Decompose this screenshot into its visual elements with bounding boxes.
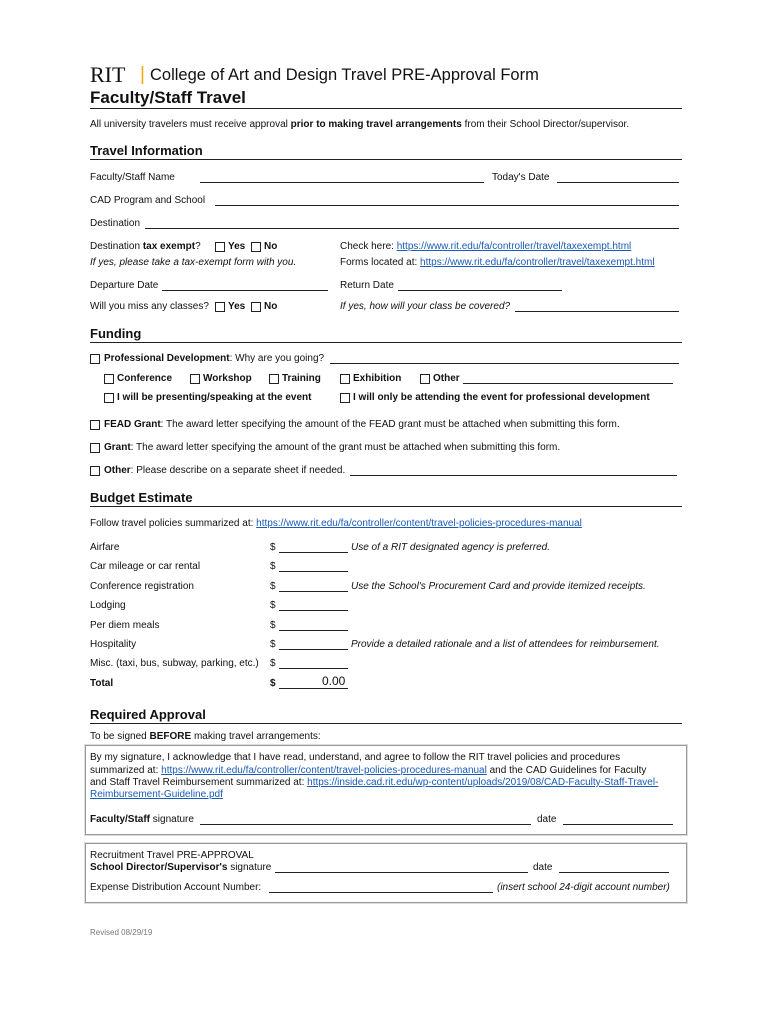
- budget-item-label: Lodging: [90, 600, 126, 611]
- budget-item-label: Airfare: [90, 542, 120, 553]
- total-value: 0.00: [322, 674, 346, 688]
- name-field[interactable]: [200, 182, 484, 183]
- faculty-signature-label: Faculty/Staff signature: [90, 814, 194, 825]
- rit-logo: RIT: [90, 62, 126, 87]
- recruitment-label: Recruitment Travel PRE-APPROVAL: [90, 850, 254, 861]
- other-funding-field[interactable]: [350, 475, 677, 476]
- fead-grant-label: FEAD Grant: The award letter specifying the amount of the FEAD grant must be attached when submitting this form.: [104, 419, 620, 430]
- tax-exempt-yes-label: Yes: [228, 241, 246, 252]
- budget-rule: [90, 506, 682, 507]
- training-label: Training: [282, 373, 321, 384]
- conference-label: Conference: [117, 373, 173, 384]
- tax-exempt-yes-checkbox[interactable]: [215, 242, 225, 252]
- funding-rule: [90, 342, 682, 343]
- departure-label: Departure Date: [90, 280, 159, 291]
- forms-located-text: Forms located at: https://www.rit.edu/fa/controller/travel/taxexempt.html: [340, 257, 655, 268]
- budget-heading: Budget Estimate: [90, 490, 193, 505]
- miss-classes-yes-checkbox[interactable]: [215, 302, 225, 312]
- budget-item-label: Per diem meals: [90, 620, 160, 631]
- budget-item-dollar: $: [270, 542, 276, 553]
- tax-exempt-label: Destination tax exempt?: [90, 241, 201, 252]
- ack-policies-link[interactable]: https://www.rit.edu/fa/controller/content/travel-policies-procedures-manual: [161, 765, 487, 776]
- director-date-label: date: [533, 862, 553, 873]
- expense-account-note: (insert school 24-digit account number): [497, 882, 670, 893]
- budget-item-amount-field[interactable]: [279, 571, 348, 572]
- budget-item-label: Car mileage or car rental: [90, 561, 201, 572]
- other-funding-checkbox[interactable]: [90, 466, 100, 476]
- class-covered-label: If yes, how will your class be covered?: [340, 301, 511, 312]
- prof-dev-reason-field[interactable]: [330, 363, 679, 364]
- workshop-label: Workshop: [203, 373, 252, 384]
- prof-dev-label: Professional Development: Why are you going?: [104, 353, 325, 364]
- header-rule: [90, 108, 682, 109]
- expense-account-field[interactable]: [269, 892, 493, 893]
- check-here-link[interactable]: https://www.rit.edu/fa/controller/travel/taxexempt.html: [396, 241, 632, 252]
- faculty-signature-field[interactable]: [200, 824, 531, 825]
- budget-item-dollar: $: [270, 658, 276, 669]
- ack-line-1: By my signature, I acknowledge that I have read, understand, and agree to follow the RIT travel policies and procedures: [90, 752, 621, 763]
- budget-item-label: Hospitality: [90, 639, 137, 650]
- travel-info-heading: Travel Information: [90, 143, 203, 158]
- exhibition-label: Exhibition: [353, 373, 402, 384]
- director-date-field[interactable]: [559, 872, 669, 873]
- faculty-date-label: date: [537, 814, 557, 825]
- budget-item-amount-field[interactable]: [279, 668, 348, 669]
- budget-item-label: Conference registration: [90, 581, 194, 592]
- other-activity-checkbox[interactable]: [420, 374, 430, 384]
- departure-field[interactable]: [162, 290, 328, 291]
- presenting-label: I will be presenting/speaking at the event: [117, 392, 312, 403]
- total-label: Total: [90, 678, 114, 689]
- budget-item-amount-field[interactable]: [279, 552, 348, 553]
- total-dollar: $: [270, 678, 276, 689]
- other-activity-label: Other: [433, 373, 460, 384]
- approval-rule: [90, 723, 682, 724]
- approval-heading: Required Approval: [90, 707, 206, 722]
- presenting-checkbox[interactable]: [104, 393, 114, 403]
- other-funding-label: Other: Please describe on a separate sheet if needed.: [104, 465, 346, 476]
- director-signature-label: School Director/Supervisor's signature: [90, 862, 272, 873]
- budget-item-label: Misc. (taxi, bus, subway, parking, etc.): [90, 658, 259, 669]
- form-subtitle: Faculty/Staff Travel: [90, 88, 246, 107]
- budget-item-note: Provide a detailed rationale and a list of attendees for reimbursement.: [351, 639, 660, 650]
- cad-guideline-link[interactable]: https://inside.cad.rit.edu/wp-content/uploads/2019/08/CAD-Faculty-Staff-Travel-: [307, 777, 659, 788]
- logo-divider: |: [140, 64, 145, 85]
- class-covered-field[interactable]: [515, 311, 679, 312]
- budget-item-dollar: $: [270, 620, 276, 631]
- attending-checkbox[interactable]: [340, 393, 350, 403]
- exhibition-checkbox[interactable]: [340, 374, 350, 384]
- other-activity-field[interactable]: [463, 383, 673, 384]
- today-date-label: Today's Date: [492, 172, 550, 183]
- sign-before-text: To be signed BEFORE making travel arrangements:: [90, 731, 321, 742]
- budget-item-dollar: $: [270, 600, 276, 611]
- miss-classes-no-label: No: [264, 301, 278, 312]
- budget-item-note: Use the School's Procurement Card and provide itemized receipts.: [351, 581, 646, 592]
- expense-account-label: Expense Distribution Account Number:: [90, 882, 262, 893]
- form-title: College of Art and Design Travel PRE-Approval Form: [150, 66, 539, 84]
- travel-policies-link[interactable]: https://www.rit.edu/fa/controller/content/travel-policies-procedures-manual: [256, 518, 582, 529]
- funding-heading: Funding: [90, 326, 142, 341]
- budget-item-amount-field[interactable]: [279, 591, 348, 592]
- budget-item-amount-field[interactable]: [279, 630, 348, 631]
- tax-exempt-no-checkbox[interactable]: [251, 242, 261, 252]
- name-label: Faculty/Staff Name: [90, 172, 175, 183]
- total-field[interactable]: [279, 688, 348, 689]
- budget-item-dollar: $: [270, 561, 276, 572]
- program-field[interactable]: [215, 205, 679, 206]
- tax-exempt-note: If yes, please take a tax-exempt form with you.: [90, 257, 297, 268]
- budget-item-note: Use of a RIT designated agency is preferred.: [351, 542, 550, 553]
- attending-label: I will only be attending the event for professional development: [353, 392, 650, 403]
- budget-item-dollar: $: [270, 639, 276, 650]
- revised-date: Revised 08/29/19: [90, 928, 153, 937]
- workshop-checkbox[interactable]: [190, 374, 200, 384]
- destination-label: Destination: [90, 218, 141, 229]
- travel-info-rule: [90, 159, 682, 160]
- conference-checkbox[interactable]: [104, 374, 114, 384]
- miss-classes-yes-label: Yes: [228, 301, 246, 312]
- intro-text: All university travelers must receive approval prior to making travel arrangements from their School Director/supervisor.: [90, 119, 630, 130]
- miss-classes-label: Will you miss any classes?: [90, 301, 209, 312]
- tax-exempt-no-label: No: [264, 241, 278, 252]
- faculty-date-field[interactable]: [563, 824, 673, 825]
- budget-item-amount-field[interactable]: [279, 649, 348, 650]
- today-date-field[interactable]: [557, 182, 679, 183]
- grant-checkbox[interactable]: [90, 443, 100, 453]
- program-label: CAD Program and School: [90, 195, 206, 206]
- follow-policies-text: Follow travel policies summarized at: https://www.rit.edu/fa/controller/content/travel-policies-procedures-manual: [90, 518, 582, 529]
- ack-line-2: summarized at: https://www.rit.edu/fa/controller/content/travel-policies-procedures-manual and the CAD Guidelines for Faculty: [90, 765, 647, 776]
- grant-label: Grant: The award letter specifying the amount of the grant must be attached when submitting this form.: [104, 442, 561, 453]
- director-signature-field[interactable]: [275, 872, 528, 873]
- return-label: Return Date: [340, 280, 394, 291]
- forms-located-link[interactable]: https://www.rit.edu/fa/controller/travel/taxexempt.html: [420, 257, 655, 268]
- prof-dev-checkbox[interactable]: [90, 354, 100, 364]
- budget-item-amount-field[interactable]: [279, 610, 348, 611]
- check-here-text: Check here: https://www.rit.edu/fa/controller/travel/taxexempt.html: [340, 241, 632, 252]
- miss-classes-no-checkbox[interactable]: [251, 302, 261, 312]
- cad-guideline-link-cont[interactable]: Reimbursement-Guideline.pdf: [90, 789, 223, 800]
- fead-grant-checkbox[interactable]: [90, 420, 100, 430]
- destination-field[interactable]: [145, 228, 679, 229]
- ack-line-3: and Staff Travel Reimbursement summarized at: https://inside.cad.rit.edu/wp-content/uploads/2019/08/CAD-Faculty-Staff-Travel-: [90, 777, 659, 788]
- training-checkbox[interactable]: [269, 374, 279, 384]
- return-field[interactable]: [398, 290, 562, 291]
- budget-item-dollar: $: [270, 581, 276, 592]
